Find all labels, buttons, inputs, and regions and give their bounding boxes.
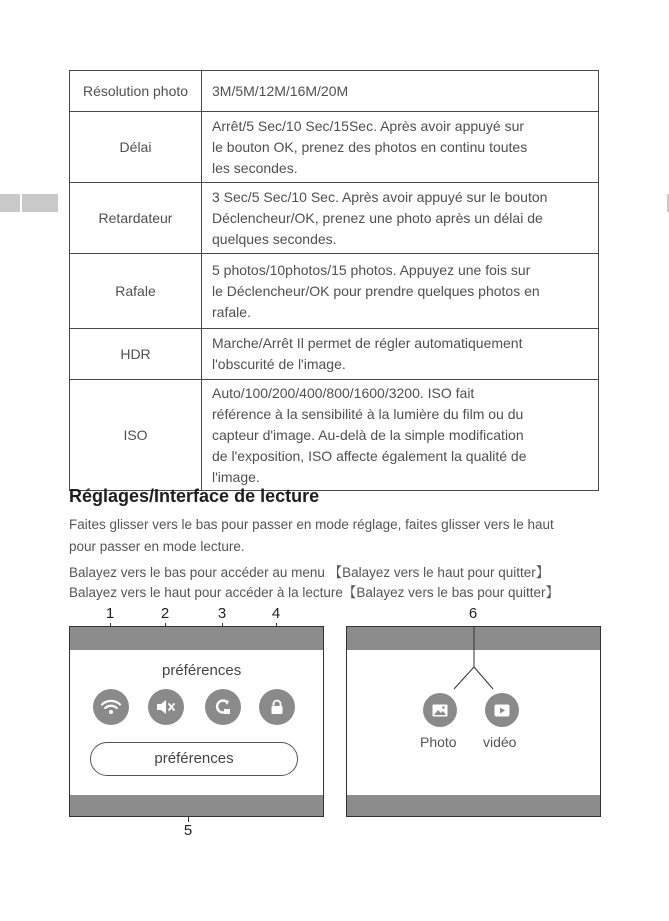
description-line: rafale. — [212, 303, 251, 320]
callout-number: 3 — [217, 605, 227, 622]
screen-bottom-bar — [347, 795, 600, 816]
table-row — [70, 380, 599, 491]
setting-description — [202, 380, 599, 491]
description-line: 3 Sec/5 Sec/10 Sec. Après avoir appuyé sur le bouton — [212, 188, 548, 205]
description-line: de l'exposition, ISO affecte également la qualité de — [212, 447, 527, 464]
description-line: Déclencheur/OK, prenez une photo après un délai de — [212, 209, 543, 226]
description-line: 5 photos/10photos/15 photos. Appuyez une fois sur — [212, 261, 531, 278]
paragraph-line: pour passer en mode lecture. — [69, 539, 245, 554]
callout-number: 2 — [160, 605, 170, 622]
table-row — [70, 71, 599, 112]
wifi-icon — [101, 699, 121, 715]
paragraph-line: Faites glisser vers le bas pour passer en mode réglage, faites glisser vers le haut — [69, 517, 554, 532]
preferences-button[interactable]: préférences — [90, 742, 298, 776]
description-line: l'image. — [212, 468, 260, 485]
callout-number: 5 — [183, 822, 193, 839]
screen-bottom-bar — [70, 795, 323, 816]
description-line: 3M/5M/12M/16M/20M — [212, 82, 349, 99]
description-line: Arrêt/5 Sec/10 Sec/15Sec. Après avoir appuyé sur — [212, 117, 525, 134]
screen-top-bar — [70, 627, 323, 650]
photo-button[interactable] — [423, 693, 457, 727]
table-row — [70, 329, 599, 380]
description-line: l'obscurité de l'image. — [212, 356, 346, 372]
setting-description — [202, 329, 599, 380]
playback-screen — [346, 626, 601, 817]
lock-button[interactable] — [259, 689, 295, 725]
photo-settings-table — [69, 70, 599, 491]
table-row — [70, 254, 599, 329]
description-line: Auto/100/200/400/800/1600/3200. ISO fait — [212, 384, 475, 401]
video-icon — [494, 704, 510, 717]
setting-name: ISO — [70, 380, 202, 491]
table-row — [70, 183, 599, 254]
setting-name: Délai — [70, 112, 202, 183]
mute-icon — [156, 699, 176, 715]
paragraph-line: Balayez vers le bas pour accéder au menu 【Balayez vers le haut pour quitter】 — [69, 565, 550, 580]
mute-button[interactable] — [148, 689, 184, 725]
photo-icon — [432, 704, 448, 717]
description-line: Marche/Arrêt Il permet de régler automatiquement — [212, 335, 523, 351]
loop-icon — [214, 698, 232, 716]
setting-name: Retardateur — [70, 183, 202, 254]
description-line: référence à la sensibilité à la lumière du film ou du — [212, 405, 524, 422]
wifi-button[interactable] — [93, 689, 129, 725]
callout-number: 1 — [105, 605, 115, 622]
video-label: vidéo — [483, 734, 517, 750]
video-button[interactable] — [485, 693, 519, 727]
setting-description — [202, 112, 599, 183]
paragraph-line: Balayez vers le haut pour accéder à la lecture【Balayez vers le bas pour quitter】 — [69, 585, 560, 600]
callout-branch-lines — [347, 627, 600, 816]
settings-screen — [69, 626, 324, 817]
lock-icon — [270, 699, 284, 715]
setting-name: HDR — [70, 329, 202, 380]
table-row — [70, 112, 599, 183]
description-line: le bouton OK, prenez des photos en continu toutes — [212, 138, 528, 155]
setting-description — [202, 254, 599, 329]
setting-description — [202, 183, 599, 254]
description-line: capteur d'image. Au-delà de la simple modification — [212, 426, 524, 443]
preferences-heading: préférences — [162, 662, 242, 679]
loop-recording-button[interactable] — [205, 689, 241, 725]
chapter-tab — [0, 194, 58, 212]
description-line: quelques secondes. — [212, 230, 337, 247]
setting-description — [202, 71, 599, 112]
setting-name: Résolution photo — [70, 71, 202, 112]
callout-number: 6 — [468, 605, 478, 622]
photo-label: Photo — [420, 734, 457, 750]
section-title: Réglages/Interface de lecture — [69, 486, 320, 506]
description-line: le Déclencheur/OK pour prendre quelques photos en — [212, 282, 540, 299]
callout-number: 4 — [271, 605, 281, 622]
setting-name: Rafale — [70, 254, 202, 329]
description-line: les secondes. — [212, 159, 298, 176]
